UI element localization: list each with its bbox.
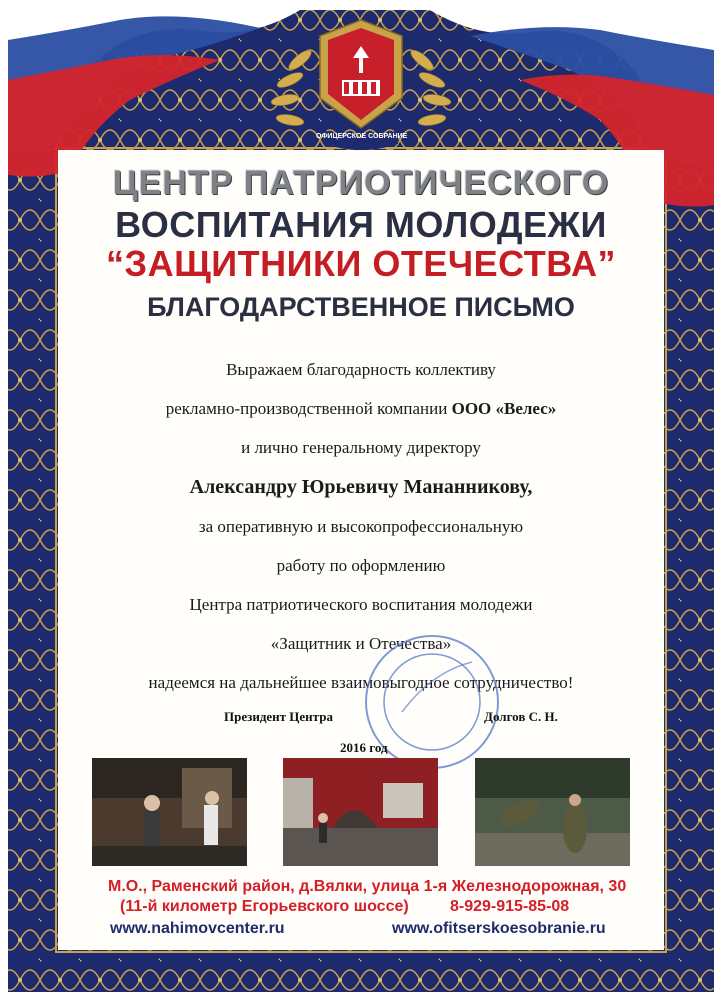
header-line-3: “ЗАЩИТНИКИ ОТЕЧЕСТВА” [106,243,616,284]
photo-training-2 [283,758,438,866]
body-line-6: работу по оформлению [276,556,446,575]
body-line-3: и лично генеральному директору [241,438,481,457]
photo-image-2 [283,758,438,866]
signatory-name: Долгов С. Н. [484,709,558,724]
photo-training-1 [92,758,247,866]
header-line-2: ВОСПИТАНИЯ МОЛОДЕЖИ [115,204,607,245]
body-line-9: надеемся на дальнейшее взаимовыгодное сотрудничество! [148,673,574,692]
body-line-2 [0,399,722,419]
document-title: БЛАГОДАРСТВЕННОЕ ПИСЬМО [147,292,575,322]
document-year: 2016 год [340,740,388,755]
signatory-position: Президент Центра [224,709,333,724]
emblem-ribbon-text: ОФИЦЕРСКОЕ СОБРАНИЕ [316,133,408,140]
website-link-1[interactable]: www.nahimovcenter.ru [110,920,285,937]
body-line-5: за оперативную и высокопрофессиональную [198,517,524,536]
photo-training-3 [475,758,630,866]
phone-number: 8-929-915-85-08 [450,898,570,915]
body-line-1: Выражаем благодарность коллективу [226,360,496,379]
recipient-name: Александру Юрьевичу Мананникову, [189,476,533,498]
website-link-2[interactable]: www.ofitserskoesobranie.ru [392,920,606,937]
body-line-2-text: рекламно-производственной компании [165,399,452,418]
company-name: ООО «Велес» [451,399,557,418]
photo-image-1 [92,758,247,866]
address-line-2: (11-й километр Егорьевского шоссе) [120,898,409,915]
photo-image-3 [475,758,630,866]
header-line-1: ЦЕНТР ПАТРИОТИЧЕСКОГО [112,164,610,202]
body-line-8: «Защитник и Отечества» [270,634,452,653]
address-line-1: М.О., Раменский район, д.Вялки, улица 1-я Железнодорожная, 30 [108,878,627,895]
body-line-7: Центра патриотического воспитания молодежи [189,595,533,614]
